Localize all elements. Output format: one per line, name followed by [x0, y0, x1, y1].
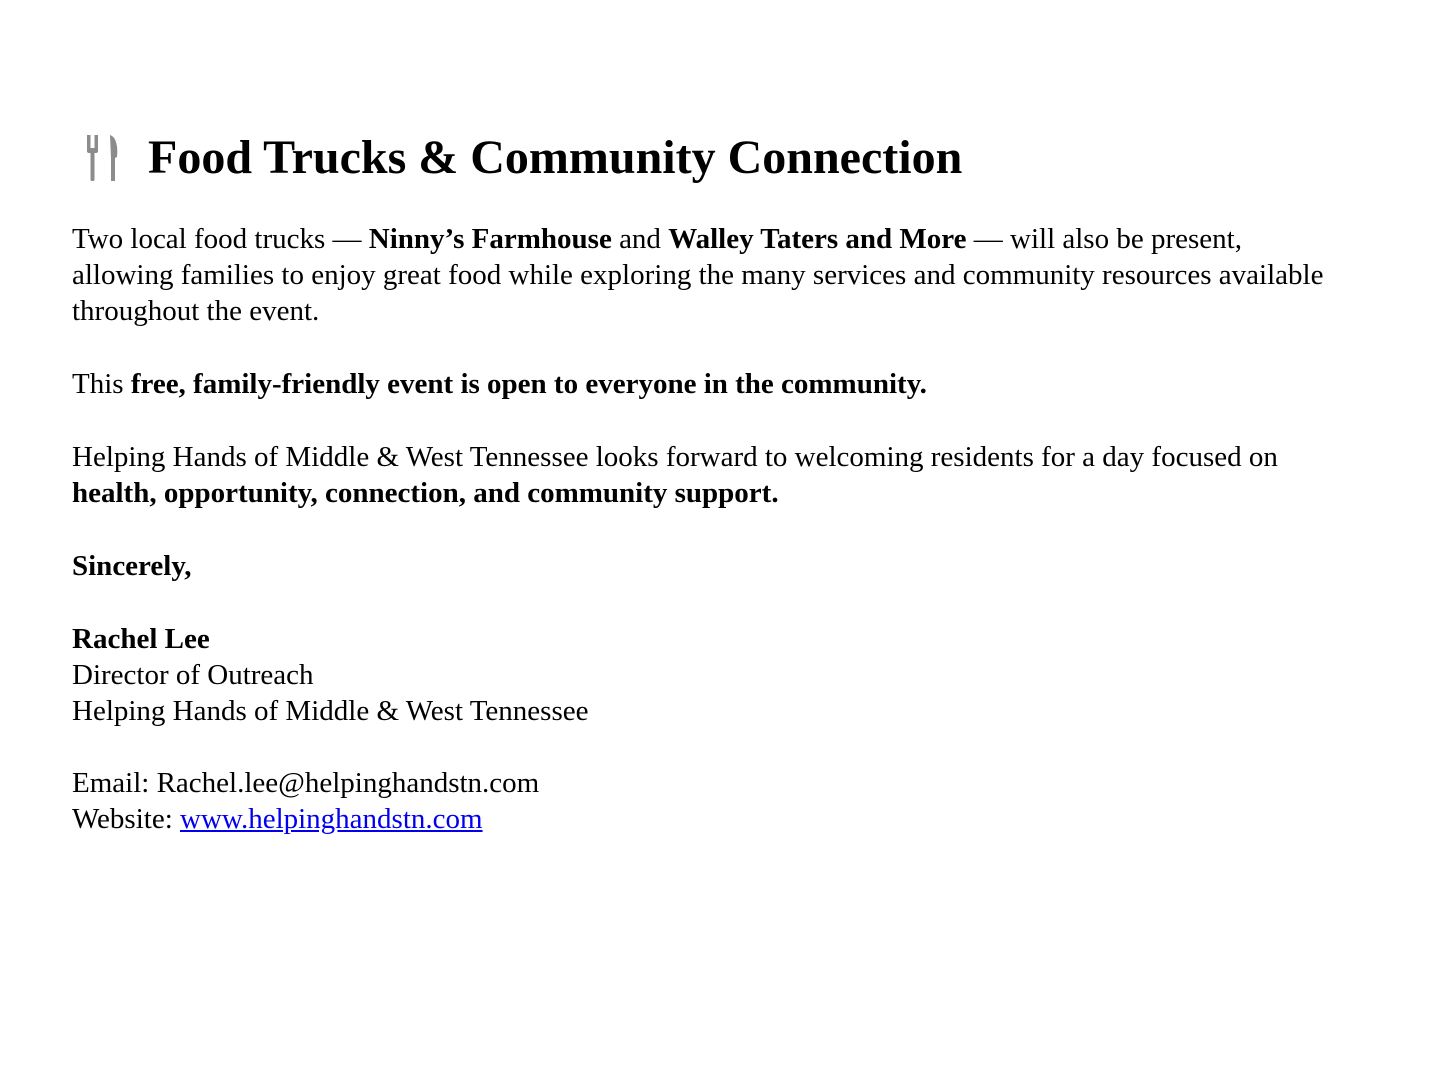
text-span: Two local food trucks — — [72, 223, 369, 255]
text-span: — will also be present, allowing families to enjoy great food while exploring the many services and community resources available throughout the event. — [72, 223, 1324, 327]
section-heading — [84, 128, 962, 188]
email-line — [72, 765, 1332, 801]
text-span: Helping Hands of Middle & West Tennessee looks forward to welcoming residents for a day focused on — [72, 441, 1278, 473]
event-open-paragraph — [72, 366, 1332, 402]
email-address: Rachel.lee@helpinghandstn.com — [156, 767, 540, 799]
letter-body — [72, 221, 1332, 837]
signer-name: Rachel Lee — [72, 623, 210, 655]
signer-title: Director of Outreach — [72, 659, 314, 691]
food-truck-name: Walley Taters and More — [668, 223, 967, 255]
signature-block — [72, 621, 1332, 729]
emphasis-text: free, family-friendly event is open to everyone in the community. — [130, 368, 927, 400]
contact-block — [72, 765, 1332, 837]
closing-text: Sincerely, — [72, 550, 192, 582]
emphasis-text: health, opportunity, connection, and community support. — [72, 477, 779, 509]
fork-knife-icon — [84, 133, 124, 183]
page-title: Food Trucks & Community Connection — [148, 131, 963, 184]
text-span: This — [72, 368, 131, 400]
website-line — [72, 801, 1332, 837]
welcome-paragraph — [72, 439, 1332, 511]
text-span: and — [611, 223, 669, 255]
email-label: Email: — [72, 767, 157, 799]
food-trucks-paragraph — [72, 221, 1332, 329]
signer-organization: Helping Hands of Middle & West Tennessee — [72, 695, 589, 727]
website-label: Website: — [72, 803, 180, 835]
website-link[interactable]: www.helpinghandstn.com — [180, 803, 483, 835]
food-truck-name: Ninny’s Farmhouse — [368, 223, 612, 255]
closing-line — [72, 548, 1332, 584]
